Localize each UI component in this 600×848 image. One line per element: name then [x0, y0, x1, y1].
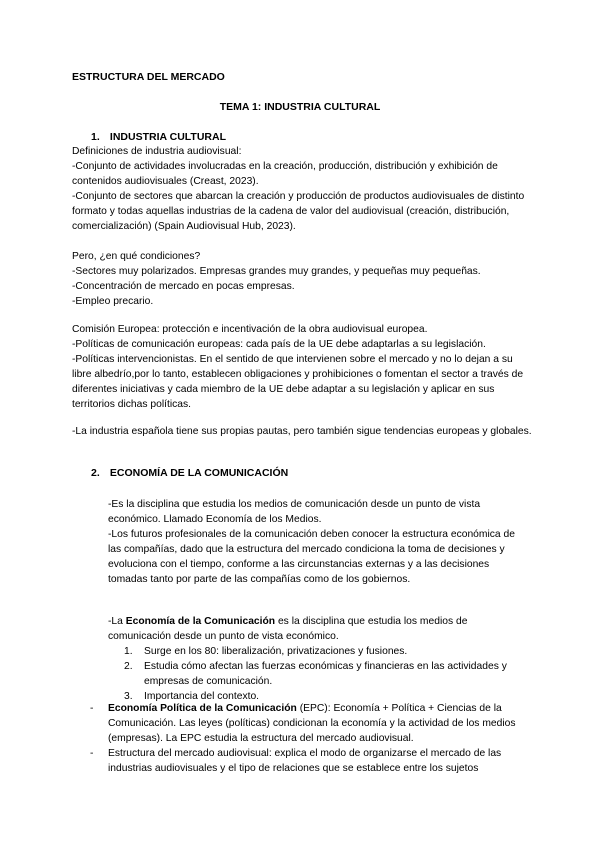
section-2-title: ECONOMÍA DE LA COMUNICACIÓN: [109, 467, 289, 479]
economia-para-3: [108, 614, 528, 644]
list-item-number: 2.: [124, 661, 133, 672]
list-item-text: Importancia del contexto.: [144, 691, 260, 702]
economia-definition-block: [108, 614, 528, 704]
list-item-text: Estudia cómo afectan las fuerzas económicas y financieras en las actividades y empresas de comunicación.: [144, 661, 507, 687]
para-3-bold-term: Economía de la Comunicación: [125, 616, 276, 627]
economia-intro-block: [108, 497, 528, 587]
condition-2: -Concentración de mercado en pocas empresas.: [72, 281, 295, 292]
definitions-intro: Definiciones de industria audiovisual:: [72, 146, 242, 157]
dash-bullet-list: [90, 701, 530, 776]
definition-1: -Conjunto de actividades involucradas en la creación, producción, distribución y exhibición de contenidos audiovisuales (Creast, 2023).: [72, 161, 498, 187]
section-1-title: INDUSTRIA CULTURAL: [109, 131, 226, 143]
tema-heading: TEMA 1: INDUSTRIA CULTURAL: [219, 101, 381, 113]
dash-marker: -: [90, 748, 94, 759]
list-item-number: 1.: [124, 646, 133, 657]
estructura-text: Estructura del mercado audiovisual: explica el modo de organizarse el mercado de las industrias audiovisuales y el tipo de relaciones que se establece entre los sujetos: [108, 748, 502, 774]
list-item-text: Surge en los 80: liberalización, privatizaciones y fusiones.: [144, 646, 408, 657]
list-item: [108, 659, 528, 689]
ce-point-2: -Políticas intervencionistas. En el sentido de que intervienen sobre el mercado y no lo dejan a su libre albedrío,por lo tanto, establecen obligaciones y prohibiciones o fomentan el sector a través de diferentes iniciativas y cada miembro de la UE debe adaptar a su legislación y aplicar en sus territorios dichas políticas.: [72, 354, 524, 410]
definition-2: -Conjunto de sectores que abarcan la creación y producción de productos audiovisuales de distinto formato y todas aquellas industrias de la cadena de valor del audiovisual (creación, distribución, comercialización) (Spain Audiovisual Hub, 2023).: [72, 191, 525, 232]
spain-note: -La industria española tiene sus propias pautas, pero también sigue tendencias europeas y globales.: [72, 426, 532, 437]
section-1-number: 1.: [91, 131, 100, 143]
spain-note-block: [72, 424, 534, 439]
section-2-heading: [91, 466, 288, 481]
ce-point-1: -Políticas de comunicación europeas: cada país de la UE debe adaptarlas a su legislación.: [72, 339, 486, 350]
section-1-heading: [91, 130, 226, 145]
document-title: ESTRUCTURA DEL MERCADO: [72, 71, 225, 83]
condition-1: -Sectores muy polarizados. Empresas grandes muy grandes, y pequeñas muy pequeñas.: [72, 266, 481, 277]
list-item-number: 3.: [124, 691, 133, 702]
definitions-block: [72, 144, 534, 234]
conditions-block: [72, 249, 534, 309]
epc-text: (EPC): Economía + Política + Ciencias de la Comunicación. Las leyes (políticas) condicionan la economía y la actividad de los medios (empresas). La EPC estudia la estructura del mercado audiovisual.: [108, 703, 516, 744]
conditions-question: Pero, ¿en qué condiciones?: [72, 251, 201, 262]
numbered-list: [108, 644, 528, 704]
bullet-item-estructura: [90, 746, 530, 776]
dash-marker: -: [90, 703, 94, 714]
comision-europea-block: [72, 322, 534, 412]
condition-3: -Empleo precario.: [72, 296, 154, 307]
para-3-prefix: -La: [108, 616, 126, 627]
para-3-rest: es la disciplina que estudia los medios de comunicación desde un punto de vista económico.: [108, 616, 468, 642]
economia-para-1: -Es la disciplina que estudia los medios de comunicación desde un punto de vista económico. Llamado Economía de los Medios.: [108, 499, 481, 525]
epc-bold-term: Economía Política de la Comunicación: [108, 703, 297, 714]
bullet-item-epc: [90, 701, 530, 746]
section-2-number: 2.: [91, 467, 100, 479]
list-item: [108, 644, 528, 659]
economia-para-2: -Los futuros profesionales de la comunicación deben conocer la estructura económica de las compañías, dado que la estructura del mercado condiciona la toma de decisiones y evoluciona con el tiempo, conforme a las circunstancias externas y a las decisiones tomadas tanto por parte de las compañías como de los gobiernos.: [108, 529, 515, 585]
ce-intro: Comisión Europea: protección e incentivación de la obra audiovisual europea.: [72, 324, 428, 335]
